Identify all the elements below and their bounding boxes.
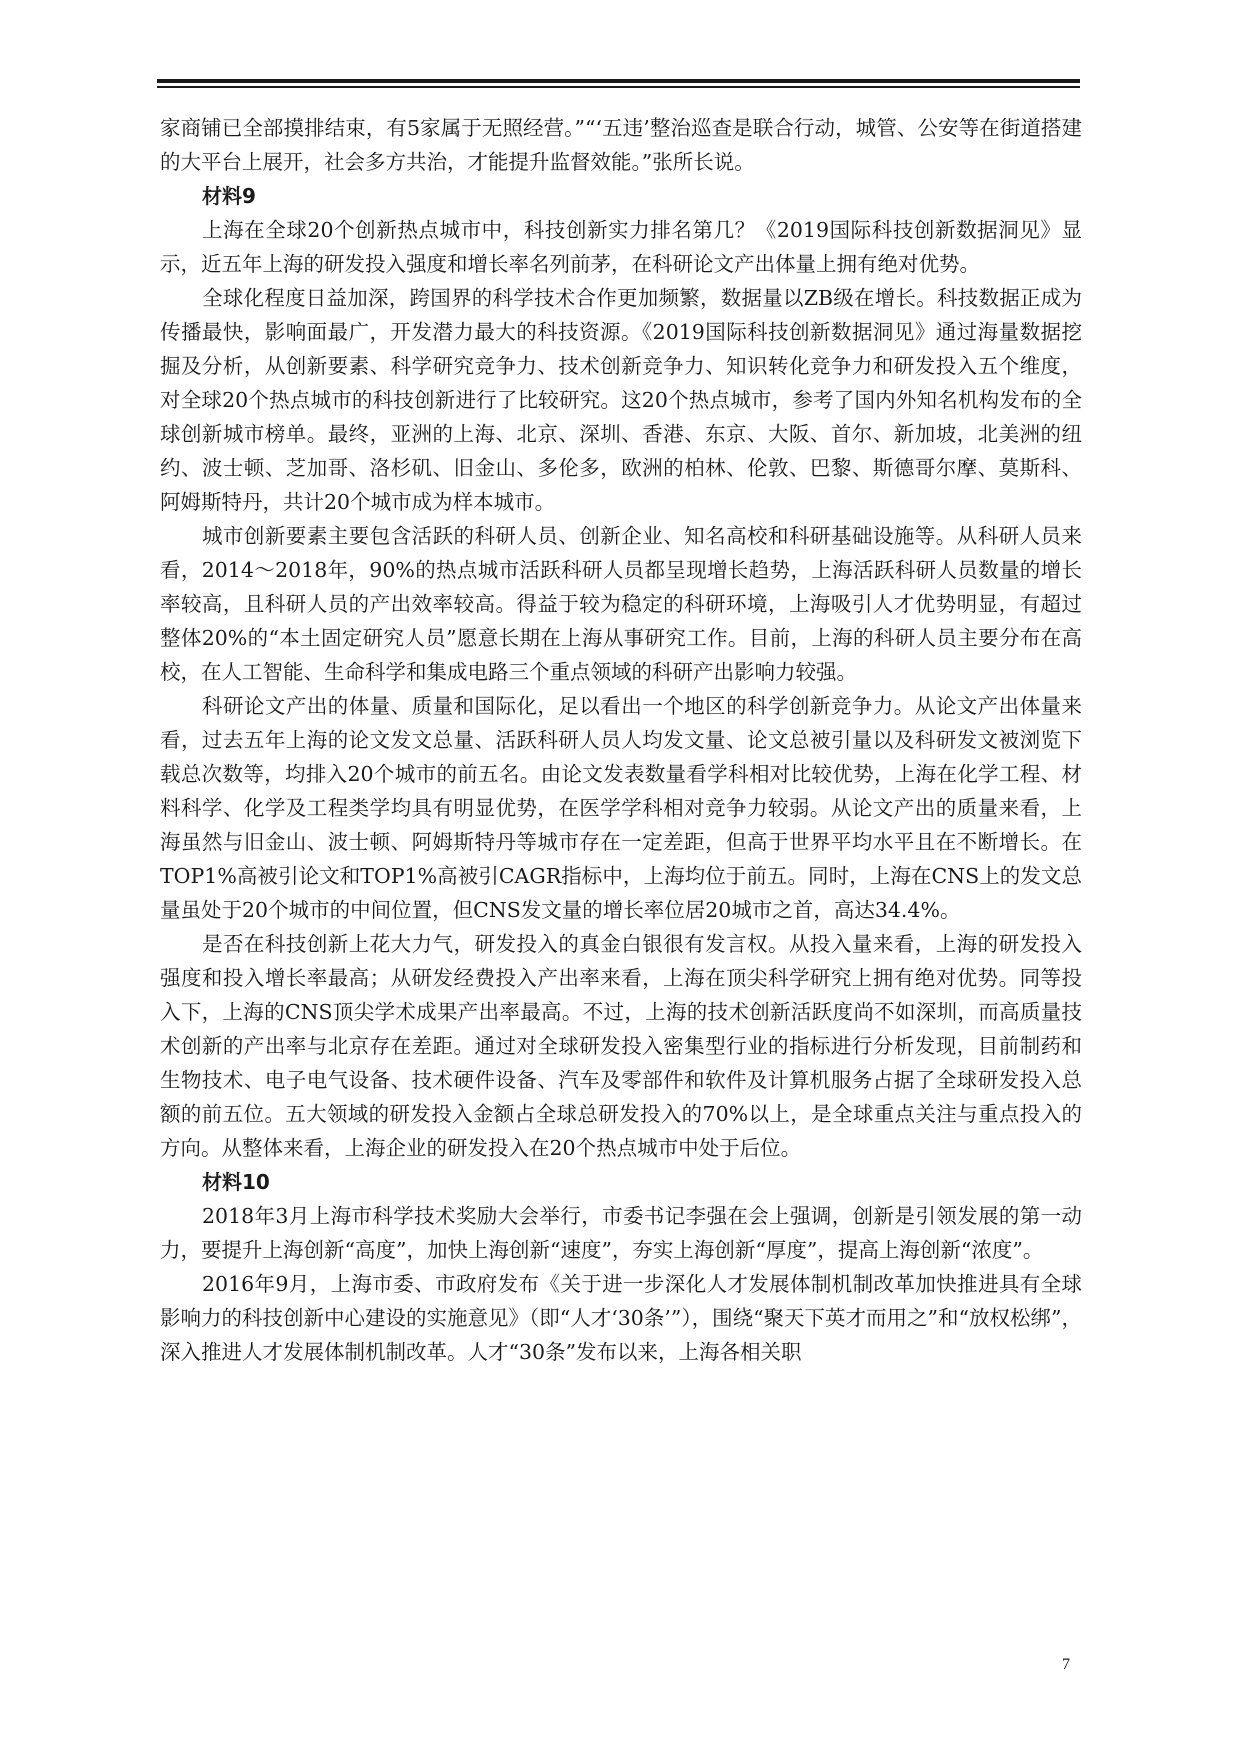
paragraph: 科研论文产出的体量、质量和国际化，足以看出一个地区的科学创新竞争力。从论文产出体量来看，过去五年上海的论文发文总量、活跃科研人员人均发文量、论文总被引量以及科研发文被浏览下载总次数等，均排入20个城市的前五名。由论文发表数量看学科相对比较优势，上海在化学工程、材料科学、化学及工程类学均具有明显优势，在医学学科相对竞争力较弱。从论文产出的质量来看，上海虽然与旧金山、波士顿、阿姆斯特丹等城市存在一定差距，但高于世界平均水平且在不断增长。在TOP1%高被引论文和TOP1%高被引CAGR指标中，上海均位于前五。同时，上海在CNS上的发文总量虽处于20个城市的中间位置，但CNS发文量的增长率位居20城市之首，高达34.4%。 [160,694,1082,922]
paragraph: 2018年3月上海市科学技术奖励大会举行，市委书记李强在会上强调，创新是引领发展的第一动力，要提升上海创新“高度”，加快上海创新“速度”，夯实上海创新“厚度”，提高上海创新“浓度”。 [160,1204,1082,1262]
page-number: 7 [1062,1656,1070,1673]
header-rule-thin [157,86,1080,88]
body-text [160,111,1082,1369]
section-heading-material-10: 材料10 [202,1170,270,1194]
paragraph: 上海在全球20个创新热点城市中，科技创新实力排名第几？《2019国际科技创新数据洞见》显示，近五年上海的研发投入强度和增长率名列前茅，在科研论文产出体量上拥有绝对优势。 [160,218,1082,276]
paragraph: 全球化程度日益加深，跨国界的科学技术合作更加频繁，数据量以ZB级在增长。科技数据正成为传播最快，影响面最广，开发潜力最大的科技资源。《2019国际科技创新数据洞见》通过海量数据挖掘及分析，从创新要素、科学研究竞争力、技术创新竞争力、知识转化竞争力和研发投入五个维度，对全球20个热点城市的科技创新进行了比较研究。这20个热点城市，参考了国内外知名机构发布的全球创新城市榜单。最终，亚洲的上海、北京、深圳、香港、东京、大阪、首尔、新加坡，北美洲的纽约、波士顿、芝加哥、洛杉矶、旧金山、多伦多，欧洲的柏林、伦敦、巴黎、斯德哥尔摩、莫斯科、阿姆斯特丹，共计20个城市成为样本城市。 [160,286,1082,514]
header-rule-thick [157,79,1080,83]
section-heading-material-9: 材料9 [202,184,256,208]
paragraph-continued: 家商铺已全部摸排结束，有5家属于无照经营。”“‘五违’整治巡查是联合行动，城管、公安等在街道搭建的大平台上展开，社会多方共治，才能提升监督效能。”张所长说。 [160,116,1082,174]
paragraph: 是否在科技创新上花大力气，研发投入的真金白银很有发言权。从投入量来看，上海的研发投入强度和投入增长率最高；从研发经费投入产出率来看，上海在顶尖科学研究上拥有绝对优势。同等投入下，上海的CNS顶尖学术成果产出率最高。不过，上海的技术创新活跃度尚不如深圳，而高质量技术创新的产出率与北京存在差距。通过对全球研发投入密集型行业的指标进行分析发现，目前制药和生物技术、电子电气设备、技术硬件设备、汽车及零部件和软件及计算机服务占据了全球研发投入总额的前五位。五大领域的研发投入金额占全球总研发投入的70%以上，是全球重点关注与重点投入的方向。从整体来看，上海企业的研发投入在20个热点城市中处于后位。 [160,932,1082,1160]
paragraph: 城市创新要素主要包含活跃的科研人员、创新企业、知名高校和科研基础设施等。从科研人员来看，2014～2018年，90%的热点城市活跃科研人员都呈现增长趋势，上海活跃科研人员数量的增长率较高，且科研人员的产出效率较高。得益于较为稳定的科研环境，上海吸引人才优势明显，有超过整体20%的“本土固定研究人员”愿意长期在上海从事研究工作。目前，上海的科研人员主要分布在高校，在人工智能、生命科学和集成电路三个重点领域的科研产出影响力较强。 [160,524,1082,684]
paragraph: 2016年9月，上海市委、市政府发布《关于进一步深化人才发展体制机制改革加快推进具有全球影响力的科技创新中心建设的实施意见》（即“人才‘30条’”），围绕“聚天下英才而用之”和“放权松绑”，深入推进人才发展体制机制改革。人才“30条”发布以来，上海各相关职 [160,1272,1082,1364]
